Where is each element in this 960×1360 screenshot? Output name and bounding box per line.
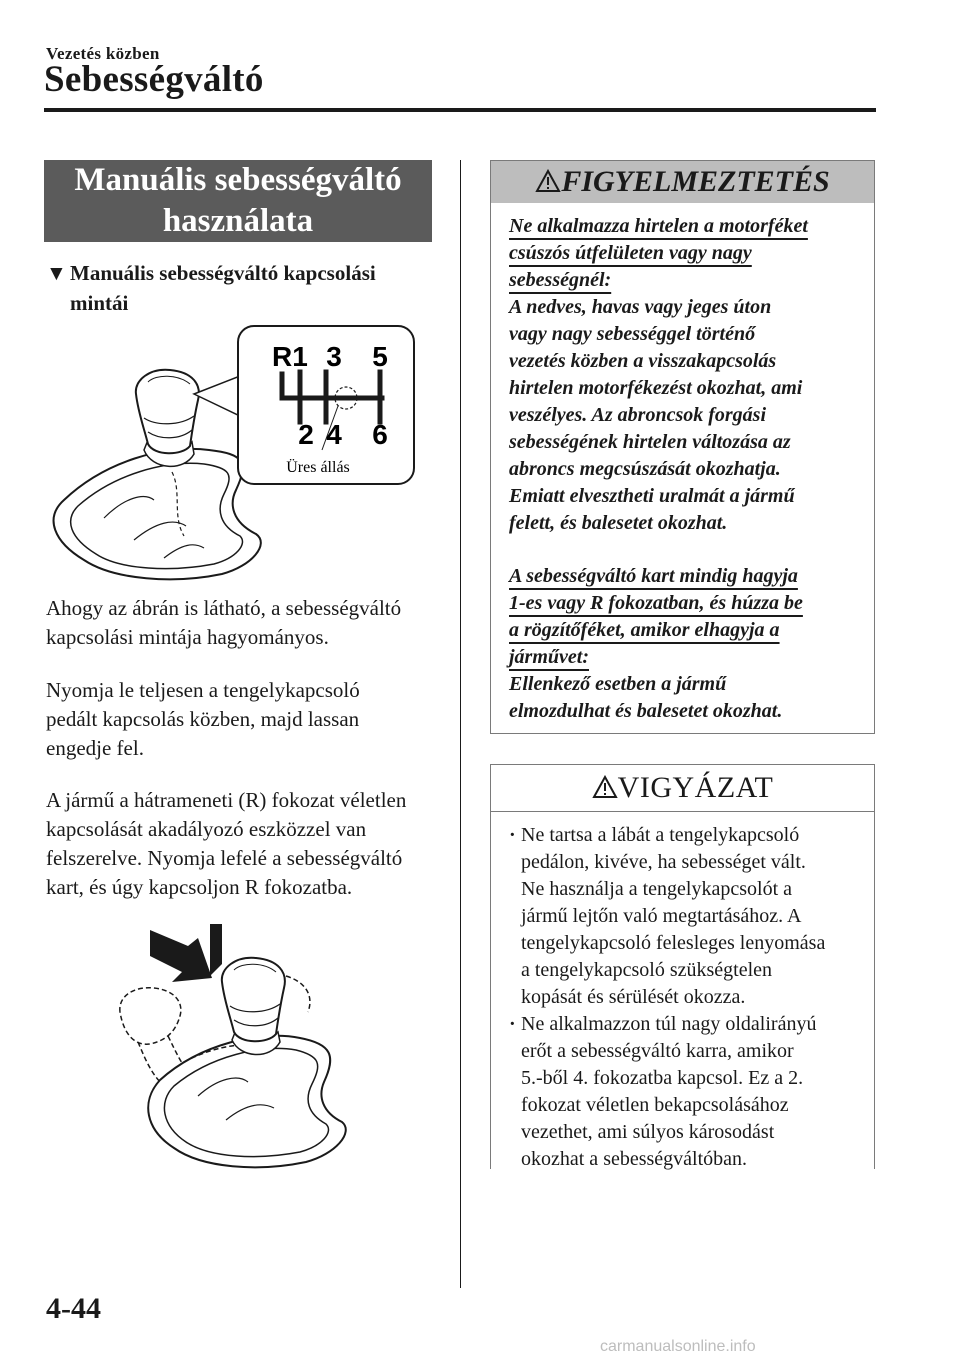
shift-pattern-figure <box>44 322 422 584</box>
paragraph-2: Nyomja le teljesen a tengelykapcsoló pedált kapcsolás közben, majd lassan engedje fel. <box>46 678 360 760</box>
topic-heading <box>44 160 432 242</box>
section-label: Vezetés közben <box>46 44 160 63</box>
gear-label: 3 <box>326 341 342 372</box>
caution-triangle-icon <box>592 775 618 799</box>
topic-heading-line-1: Manuális sebességváltó <box>74 162 402 198</box>
gear-label: 4 <box>326 419 342 450</box>
sub-heading <box>46 258 432 318</box>
caution-box <box>490 764 875 1169</box>
warning-box <box>490 160 875 734</box>
caution-list <box>491 812 874 1173</box>
page-title: Sebességváltó <box>44 59 264 100</box>
triangle-down-icon: ▼ <box>46 261 67 285</box>
neutral-label: Üres állás <box>286 459 350 476</box>
callout-pointer <box>194 376 240 416</box>
paragraph-3: A jármű a hátrameneti (R) fokozat véletlen kapcsolását akadályozó eszközzel van felszerelve. Nyomja lefelé a sebességváltó kart, és úgy kapcsoljon R fokozatba. <box>46 788 407 899</box>
ghost-knob <box>120 988 181 1045</box>
lever-knob <box>136 370 199 453</box>
column-divider <box>460 160 461 1288</box>
sub-heading-line-2: mintái <box>70 291 129 315</box>
gear-label: 6 <box>372 419 388 450</box>
paragraph-1: Ahogy az ábrán is látható, a sebességváltó kapcsolási mintája hagyományos. <box>46 596 402 649</box>
warning-body: Ne alkalmazza hirtelen a motorféket csúszós útfelületen vagy nagy sebességnél: A nedves, havas vagy jeges úton vagy nagy sebességgel történő vezetés közben a visszakapcsolás hirtelen motorfékezést okozhat, ami veszélyes. Az abroncsok forgási sebességének hirtelen változása az abroncs megcsúszását okozhatja. Emiatt elvesztheti uralmát a jármű felett, és balesetet okozhat. A sebességváltó kart mindig hagyja 1-es vagy R fokozatban, és húzza be a rögzítőféket, amikor elhagyja a járművet: Ellenkező esetben a jármű elmozdulhat és balesetet okozhat. <box>509 215 808 722</box>
warning-triangle-icon <box>535 169 561 193</box>
header-rule <box>44 108 876 112</box>
lever-knob <box>222 958 285 1041</box>
boot-base <box>148 1036 346 1167</box>
watermark: carmanualsonline.info <box>600 1338 756 1355</box>
list-item: · Ne alkalmazzon túl nagy oldalirányú erőt a sebességváltó karra, amikor 5.-ből 4. fokozatba kapcsol. Ez a 2. fokozat véletlen bekapcsolásához vezethet, ami súlyos károsodást okozhat a sebességváltóban. <box>521 1011 864 1173</box>
list-item: · Ne tartsa a lábát a tengelykapcsoló pedálon, kivéve, ha sebességet vált. Ne használja a tengelykapcsolót a jármű lejtőn való megtartásához. A tengelykapcsoló felesleges lenyomása a tengelykapcsoló szükségtelen kopását és sérülését okozza. <box>521 822 864 1011</box>
gear-label: 1 <box>292 341 308 372</box>
gear-label: 5 <box>372 341 388 372</box>
page-number: 4-44 <box>46 1292 101 1325</box>
gear-label: R <box>272 341 293 372</box>
reverse-push-figure <box>110 916 360 1174</box>
sub-heading-line-1: Manuális sebességváltó kapcsolási <box>70 261 376 285</box>
warning-header <box>491 161 874 203</box>
gear-label: 2 <box>298 419 314 450</box>
push-down-arrow-icon <box>150 930 212 982</box>
caution-header <box>491 765 874 812</box>
caution-title: VIGYÁZAT <box>617 771 774 804</box>
warning-title: FIGYELMEZTETÉS <box>561 165 830 198</box>
topic-heading-line-2: használata <box>162 203 314 239</box>
